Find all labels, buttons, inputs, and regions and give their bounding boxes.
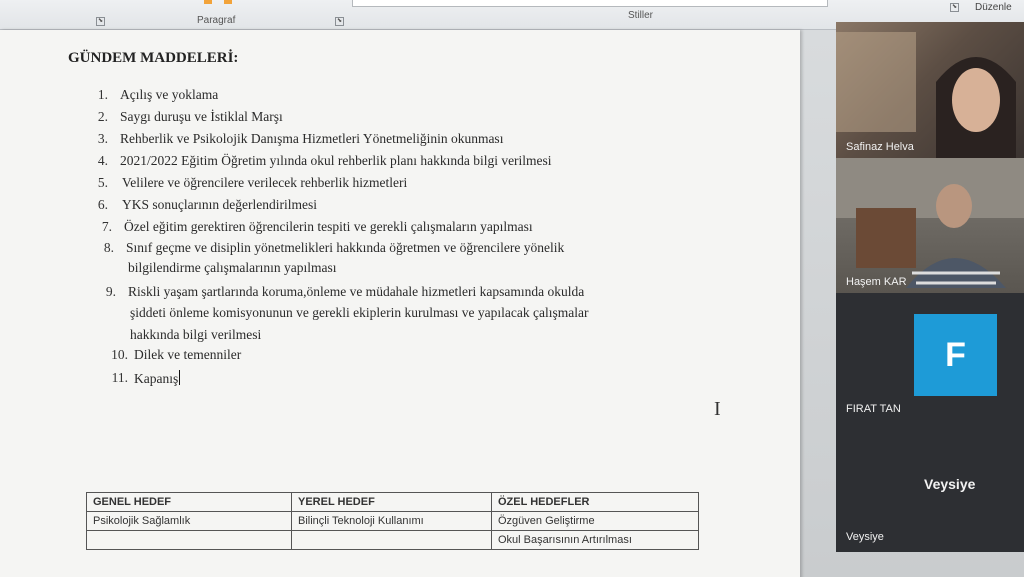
font-dialog-launcher-icon[interactable]: ⬊ (97, 18, 104, 24)
ibeam-cursor-icon: I (714, 398, 721, 420)
table-header: YEREL HEDEF (292, 493, 492, 512)
paragraph-group-label: Paragraf (197, 15, 236, 26)
ribbon-highlight-icon (224, 0, 232, 4)
agenda-item: Açılış ve yoklama (120, 87, 219, 102)
participant-video-icon (836, 158, 1024, 293)
agenda-item: Riskli yaşam şartlarında koruma,önleme ve müdahale hizmetleri kapsamında okulda (128, 284, 585, 299)
styles-dialog-launcher-icon[interactable]: ⬊ (951, 4, 958, 10)
table-row (87, 531, 699, 550)
agenda-item (134, 370, 180, 387)
list-number: 2. (97, 109, 108, 124)
list-number: 8. (103, 240, 114, 255)
agenda-heading: GÜNDEM MADDELERİ: (68, 50, 239, 66)
list-number: 6. (97, 197, 108, 212)
table-header: GENEL HEDEF (87, 493, 292, 512)
participant-video-tile[interactable] (836, 22, 1024, 158)
table-cell[interactable]: Bilinçli Teknoloji Kullanımı (292, 512, 492, 531)
styles-gallery[interactable] (352, 0, 828, 7)
participant-video-tile[interactable] (836, 158, 1024, 293)
list-number: 9. (105, 284, 116, 299)
table-cell[interactable]: Okul Başarısının Artırılması (492, 531, 699, 550)
paragraph-dialog-launcher-icon[interactable]: ⬊ (336, 18, 343, 24)
participant-name: FIRAT TAN (846, 403, 901, 415)
agenda-item: Saygı duruşu ve İstiklal Marşı (120, 109, 283, 124)
list-number: 10. (111, 347, 128, 362)
agenda-item: 2021/2022 Eğitim Öğretim yılında okul rehberlik planı hakkında bilgi verilmesi (120, 153, 552, 168)
participant-name: Safinaz Helva (846, 141, 914, 153)
table-header-row (87, 493, 699, 512)
participant-avatar[interactable]: F (914, 314, 997, 396)
goals-table (86, 492, 699, 550)
agenda-item-continuation: hakkında bilgi verilmesi (130, 327, 262, 342)
list-number: 11. (111, 370, 128, 385)
participant-name: Veysiye (846, 531, 884, 543)
list-number: 5. (97, 175, 108, 190)
agenda-item: Sınıf geçme ve disiplin yönetmelikleri hakkında öğretmen ve öğrencilere yönelik (126, 240, 565, 255)
ribbon-highlight-icon (204, 0, 212, 4)
list-number: 3. (97, 131, 108, 146)
participant-video-icon (836, 22, 1024, 158)
document-page[interactable] (0, 30, 800, 577)
table-cell[interactable]: Özgüven Geliştirme (492, 512, 699, 531)
styles-group-label: Stiller (628, 10, 654, 21)
table-header: ÖZEL HEDEFLER (492, 493, 699, 512)
edit-group-label[interactable]: Düzenle (975, 2, 1012, 13)
list-number: 4. (97, 153, 108, 168)
table-cell[interactable]: Psikolojik Sağlamlık (87, 512, 292, 531)
participant-center-label: Veysiye (924, 476, 976, 492)
list-number: 1. (97, 87, 108, 102)
table-row (87, 512, 699, 531)
agenda-item: Rehberlik ve Psikolojik Danışma Hizmetleri Yönetmeliğinin okunması (120, 131, 504, 146)
list-number: 7. (101, 219, 112, 234)
table-cell[interactable] (87, 531, 292, 550)
text-cursor (179, 370, 180, 385)
table-cell[interactable] (292, 531, 492, 550)
agenda-item-text: Kapanış (134, 371, 179, 386)
agenda-item-continuation: şiddeti önleme komisyonunun ve gerekli ekiplerin kurulması ve yapılacak çalışmalar (130, 305, 589, 320)
agenda-item: Özel eğitim gerektiren öğrencilerin tespiti ve gerekli çalışmaların yapılması (124, 219, 533, 234)
agenda-item-continuation: bilgilendirme çalışmalarının yapılması (128, 260, 337, 275)
participant-name: Haşem KAR (846, 276, 907, 288)
agenda-item: Velilere ve öğrencilere verilecek rehberlik hizmetleri (122, 175, 408, 190)
participants-panel (836, 22, 1024, 552)
agenda-item: Dilek ve temenniler (134, 347, 242, 362)
agenda-item: YKS sonuçlarının değerlendirilmesi (122, 197, 317, 212)
